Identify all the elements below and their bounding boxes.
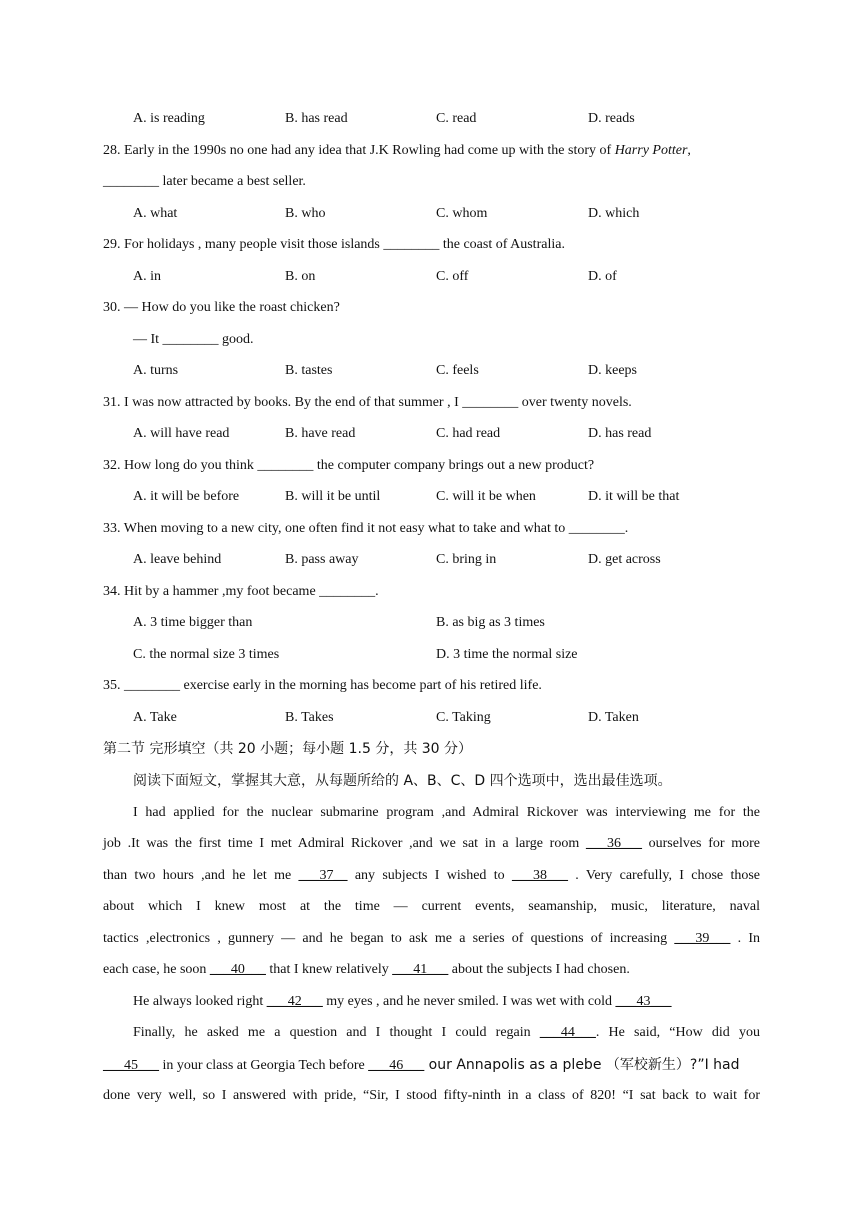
passage-p1-line6 bbox=[103, 961, 630, 979]
passage-text: each case, he soon bbox=[103, 962, 210, 977]
q30-option-a[interactable]: A. turns bbox=[133, 363, 179, 378]
q30-option-d[interactable]: D. keeps bbox=[588, 363, 637, 378]
blank-39[interactable]: ___39___ bbox=[674, 931, 731, 946]
passage-text: ourselves for more bbox=[641, 836, 760, 851]
passage-text: He always looked right bbox=[133, 994, 267, 1009]
q31-option-d[interactable]: D. has read bbox=[588, 426, 652, 441]
q32-option-d[interactable]: D. it will be that bbox=[588, 489, 680, 504]
q32-option-a[interactable]: A. it will be before bbox=[133, 489, 240, 504]
q31-option-c[interactable]: C. had read bbox=[436, 426, 501, 441]
q33-option-c[interactable]: C. bring in bbox=[436, 552, 497, 567]
q32-stem: 32. How long do you think ________ the computer company brings out a new product? bbox=[103, 458, 595, 473]
q33-option-a[interactable]: A. leave behind bbox=[133, 552, 222, 567]
q30-stem-line2: — It ________ good. bbox=[133, 332, 254, 347]
q28-stem bbox=[103, 142, 691, 160]
q35-stem: 35. ________ exercise early in the morning has become part of his retired life. bbox=[103, 678, 542, 693]
q30-stem: 30. — How do you like the roast chicken? bbox=[103, 300, 340, 315]
q27-option-d[interactable]: D. reads bbox=[588, 111, 635, 126]
q31-option-b[interactable]: B. have read bbox=[285, 426, 356, 441]
q34-option-b[interactable]: B. as big as 3 times bbox=[436, 615, 545, 630]
q35-option-a[interactable]: A. Take bbox=[133, 710, 177, 725]
blank-38[interactable]: ___38___ bbox=[511, 868, 568, 883]
passage-text: in your class at Georgia Tech before bbox=[159, 1058, 369, 1073]
q31-stem: 31. I was now attracted by books. By the end of that summer , I ________ over twenty novels. bbox=[103, 395, 632, 410]
blank-37[interactable]: ___37__ bbox=[298, 868, 348, 883]
blank-43[interactable]: ___43___ bbox=[615, 994, 672, 1009]
section2-heading: 第二节 完形填空（共 20 小题；每小题 1.5 分，共 30 分） bbox=[103, 741, 473, 757]
q28-option-a[interactable]: A. what bbox=[133, 206, 178, 221]
q28-option-c[interactable]: C. whom bbox=[436, 206, 488, 221]
q32-option-c[interactable]: C. will it be when bbox=[436, 489, 536, 504]
q28-option-b[interactable]: B. who bbox=[285, 206, 326, 221]
q33-option-b[interactable]: B. pass away bbox=[285, 552, 359, 567]
q32-option-b[interactable]: B. will it be until bbox=[285, 489, 381, 504]
passage-p1-line5 bbox=[103, 930, 760, 948]
q29-option-b[interactable]: B. on bbox=[285, 269, 316, 284]
q27-option-b[interactable]: B. has read bbox=[285, 111, 348, 126]
passage-p1-line1: I had applied for the nuclear submarine program ,and Admiral Rickover was interviewing me for the bbox=[133, 805, 760, 820]
passage-text: our Annapolis as a plebe （军校新生）?”I had bbox=[424, 1057, 740, 1073]
q33-option-d[interactable]: D. get across bbox=[588, 552, 661, 567]
blank-46[interactable]: ___46___ bbox=[368, 1058, 425, 1073]
passage-p3-line1 bbox=[133, 1024, 760, 1042]
q34-option-d[interactable]: D. 3 time the normal size bbox=[436, 647, 578, 662]
q27-option-c[interactable]: C. read bbox=[436, 111, 477, 126]
q28-book-title: Harry Potter bbox=[614, 143, 688, 158]
passage-p1-line4: about which I knew most at the time — current events, seamanship, music, literature, naval bbox=[103, 899, 760, 914]
q30-option-b[interactable]: B. tastes bbox=[285, 363, 333, 378]
passage-text: than two hours ,and he let me bbox=[103, 868, 299, 883]
q30-option-c[interactable]: C. feels bbox=[436, 363, 479, 378]
passage-p3-line2 bbox=[103, 1056, 740, 1075]
q28-stem-text: 28. Early in the 1990s no one had any idea that J.K Rowling had come up with the story of bbox=[103, 143, 615, 158]
passage-text: any subjects I wished to bbox=[347, 868, 512, 883]
section2-instruction: 阅读下面短文，掌握其大意，从每题所给的 A、B、C、D 四个选项中，选出最佳选项。 bbox=[133, 773, 672, 789]
q29-option-d[interactable]: D. of bbox=[588, 269, 617, 284]
q31-option-a[interactable]: A. will have read bbox=[133, 426, 230, 441]
blank-44[interactable]: ___44___ bbox=[539, 1025, 596, 1040]
blank-40[interactable]: ___40___ bbox=[209, 962, 266, 977]
passage-text: about the subjects I had chosen. bbox=[448, 962, 630, 977]
blank-42[interactable]: ___42___ bbox=[266, 994, 323, 1009]
blank-45[interactable]: ___45___ bbox=[103, 1058, 159, 1073]
q28-stem-line2: ________ later became a best seller. bbox=[103, 174, 306, 189]
q28-option-d[interactable]: D. which bbox=[588, 206, 640, 221]
passage-text: my eyes , and he never smiled. I was wet with cold bbox=[322, 994, 616, 1009]
q29-stem: 29. For holidays , many people visit those islands ________ the coast of Australia. bbox=[103, 237, 565, 252]
passage-text: . In bbox=[730, 931, 760, 946]
q35-option-b[interactable]: B. Takes bbox=[285, 710, 334, 725]
q34-option-c[interactable]: C. the normal size 3 times bbox=[133, 647, 280, 662]
q34-stem: 34. Hit by a hammer ,my foot became ________. bbox=[103, 584, 379, 599]
q35-option-c[interactable]: C. Taking bbox=[436, 710, 491, 725]
q34-option-a[interactable]: A. 3 time bigger than bbox=[133, 615, 253, 630]
q28-stem-comma: , bbox=[687, 143, 691, 158]
passage-p3-line3: done very well, so I answered with pride, “Sir, I stood fifty-ninth in a class of 820! “I sat back to wait for bbox=[103, 1088, 760, 1103]
passage-text: that I knew relatively bbox=[265, 962, 393, 977]
blank-41[interactable]: ___41___ bbox=[392, 962, 449, 977]
passage-p1-line2 bbox=[103, 835, 760, 853]
blank-36[interactable]: ___36___ bbox=[585, 836, 642, 851]
passage-p1-line3 bbox=[103, 867, 760, 885]
passage-text: . Very carefully, I chose those bbox=[567, 868, 761, 883]
passage-text: . He said, “How did you bbox=[595, 1025, 760, 1040]
passage-text: job .It was the first time I met Admiral Rickover ,and we sat in a large room bbox=[103, 836, 586, 851]
passage-text: tactics ,electronics , gunnery — and he began to ask me a series of questions of increasing bbox=[103, 931, 675, 946]
passage-text: Finally, he asked me a question and I thought I could regain bbox=[133, 1025, 540, 1040]
q29-option-c[interactable]: C. off bbox=[436, 269, 469, 284]
q29-option-a[interactable]: A. in bbox=[133, 269, 161, 284]
q27-option-a[interactable]: A. is reading bbox=[133, 111, 205, 126]
q33-stem: 33. When moving to a new city, one often find it not easy what to take and what to ________. bbox=[103, 521, 629, 536]
passage-p2 bbox=[133, 993, 672, 1011]
q35-option-d[interactable]: D. Taken bbox=[588, 710, 639, 725]
